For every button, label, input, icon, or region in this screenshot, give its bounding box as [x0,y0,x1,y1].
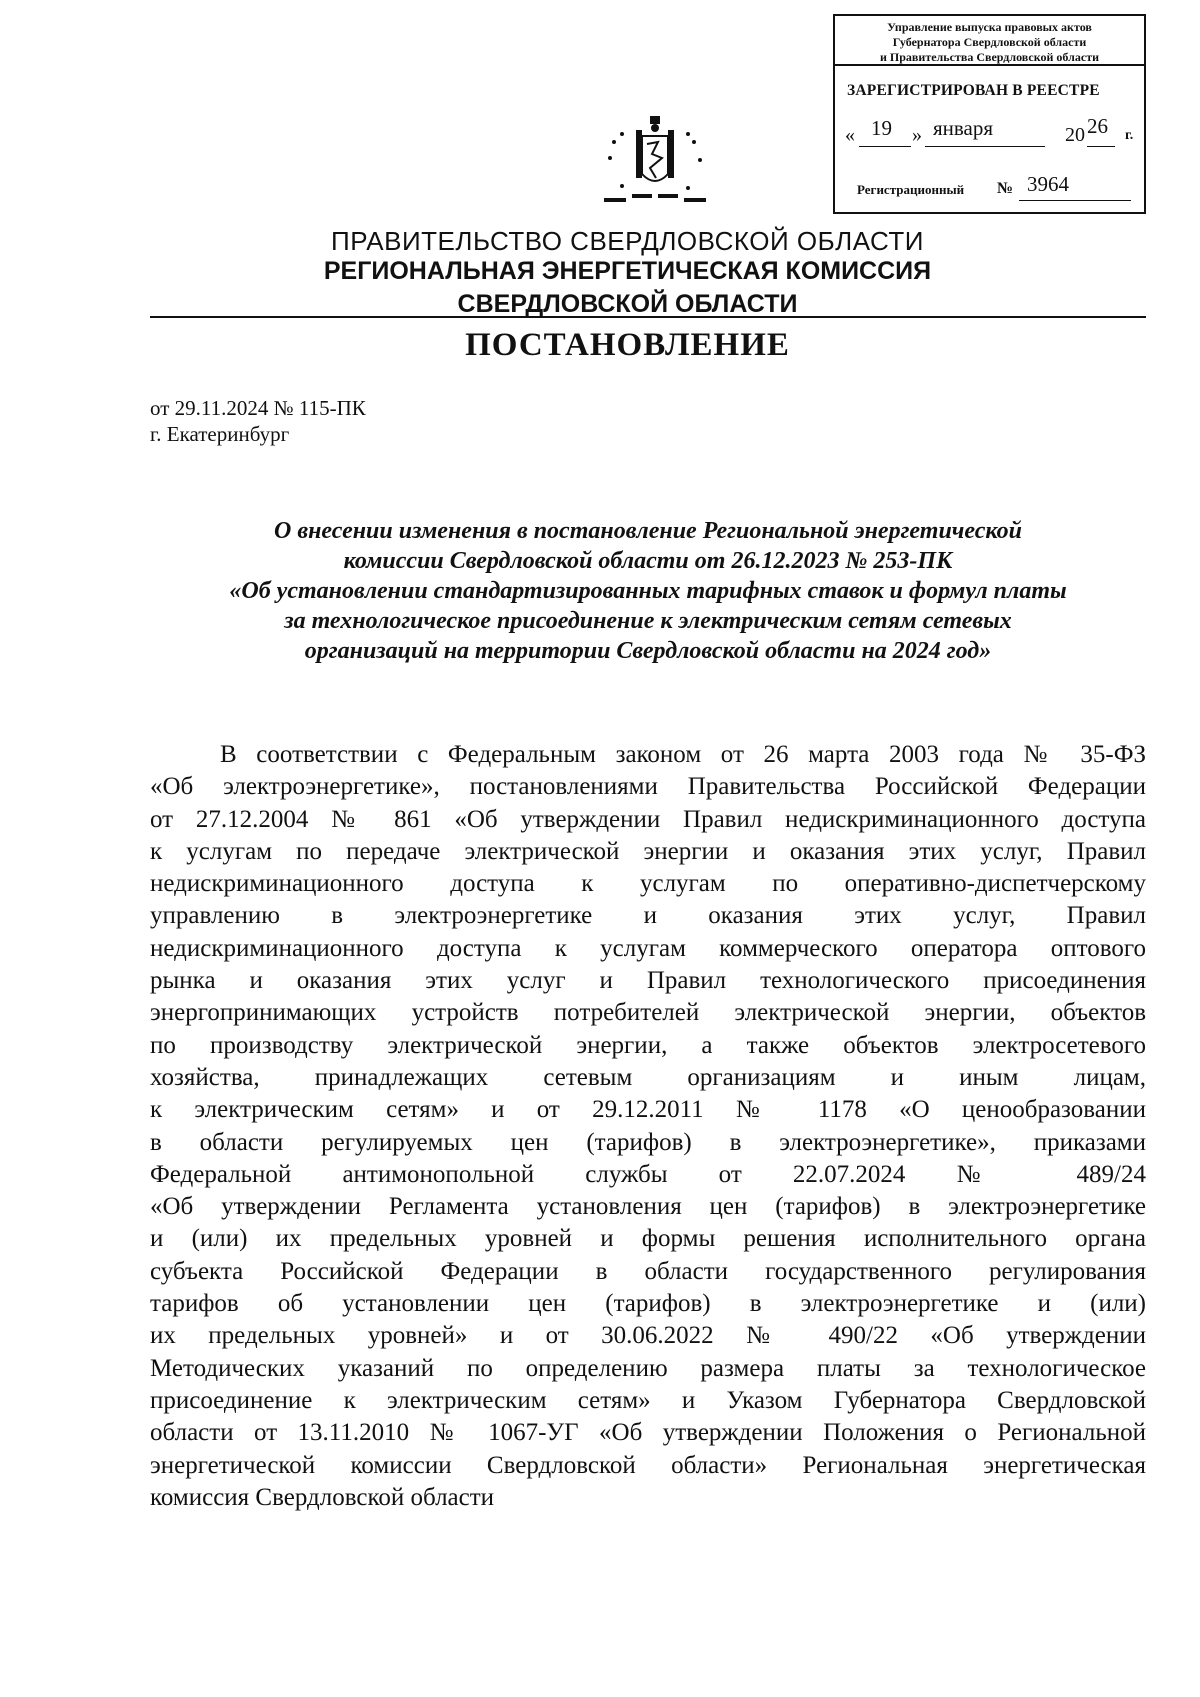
stamp-registration-number [857,172,1137,204]
body-line: «Об утверждении Регламента установления цен (тарифов) в электроэнергетике [150,1193,1146,1221]
body-line: в области регулируемых цен (тарифов) в электроэнергетике», приказами [150,1128,1146,1156]
stamp-date [845,114,1135,150]
stamp-header-line: Губернатора Свердловской области [892,35,1087,49]
stamp-date-day: 19 [871,116,892,140]
stamp-reg-label: Регистрационный [857,182,965,197]
title-line: О внесении изменения в постановление Региональной энергетической [274,518,1022,544]
body-line: Федеральной антимонопольной службы от 22.07.2024 № 489/24 [150,1160,1146,1188]
body-line: и (или) их предельных уровней и формы решения исполнительного органа [150,1225,1146,1253]
body-line: к услугам по передаче электрической энергии и оказания этих услуг, Правил [150,837,1146,865]
title-line: «Об установлении стандартизированных тарифных ставок и формул платы [229,578,1067,604]
stamp-reg-no-sign: № [997,180,1014,197]
header-divider [150,316,1146,318]
body-line: по производству электрической энергии, а также объектов электросетевого [150,1031,1146,1059]
body-line: управлению в электроэнергетике и оказания этих услуг, Правил [150,902,1146,930]
body-line: Методических указаний по определению размера платы за технологическое [150,1354,1146,1382]
stamp-date-open-quote: « [845,124,855,146]
body-line: области от 13.11.2010 № 1067-УГ «Об утверждении Положения о Региональной [150,1419,1146,1447]
document-type: ПОСТАНОВЛЕНИЕ [465,327,790,363]
commission-name-line2: СВЕРДЛОВСКОЙ ОБЛАСТИ [457,290,798,318]
title-line: за технологическое присоединение к электрическим сетям сетевых [284,608,1012,634]
body-line: комиссия Свердловской области [150,1483,495,1511]
stamp-date-close-quote: » [912,124,922,146]
body-line: их предельных уровней» и от 30.06.2022 № 490/22 «Об утверждении [150,1322,1146,1350]
stamp-header [835,16,1144,66]
body-line: субъекта Российской Федерации в области государственного регулирования [150,1257,1146,1285]
government-name: ПРАВИТЕЛЬСТВО СВЕРДЛОВСКОЙ ОБЛАСТИ [331,226,924,256]
stamp-registered-label: ЗАРЕГИСТРИРОВАН В РЕЕСТРЕ [847,82,1100,99]
body-line: к электрическим сетям» и от 29.12.2011 № 1178 «О ценообразовании [150,1096,1146,1124]
body-line: тарифов об установлении цен (тарифов) в электроэнергетике и (или) [150,1290,1146,1318]
registration-stamp [833,14,1146,214]
body-line: энергетической комиссии Свердловской области» Региональная энергетическая [150,1451,1146,1479]
stamp-header-line: и Правительства Свердловской области [880,50,1099,64]
body-line: рынка и оказания этих услуг и Правил технологического присоединения [150,967,1146,995]
title-line: комиссии Свердловской области от 26.12.2023 № 253-ПК [343,548,953,574]
commission-name-line1: РЕГИОНАЛЬНАЯ ЭНЕРГЕТИЧЕСКАЯ КОМИССИЯ [323,257,932,285]
stamp-date-year-prefix: 20 [1065,124,1085,146]
body-line: В соответствии с Федеральным законом от 26 марта 2003 года № 35-ФЗ [220,741,1146,768]
body-line: хозяйства, принадлежащих сетевым организациям и иным лицам, [150,1063,1146,1091]
body-line: недискриминационного доступа к услугам коммерческого оператора оптового [150,934,1146,962]
body-line: присоединение к электрическим сетям» и Указом Губернатора Свердловской [150,1386,1146,1414]
body-line: недискриминационного доступа к услугам по оперативно-диспетчерскому [150,870,1146,898]
coat-of-arms-emblem [592,108,718,212]
document-title [150,516,1146,666]
body-paragraph [150,739,1146,1514]
stamp-reg-number: 3964 [1027,172,1069,196]
document-date-number: от 29.11.2024 № 115-ПК [150,396,366,420]
stamp-date-month: января [933,116,994,140]
title-line: организаций на территории Свердловской области на 2024 год» [304,638,992,664]
body-line: энергопринимающих устройств потребителей электрической энергии, объектов [150,999,1146,1027]
body-line: от 27.12.2004 № 861 «Об утверждении Правил недискриминационного доступа [150,805,1146,833]
body-line: «Об электроэнергетике», постановлениями Правительства Российской Федерации [150,773,1146,801]
stamp-header-line: Управление выпуска правовых актов [887,20,1092,34]
stamp-date-year-suffix: 26 [1087,114,1108,138]
document-city: г. Екатеринбург [150,422,290,446]
stamp-date-year-abbr: г. [1125,128,1134,143]
